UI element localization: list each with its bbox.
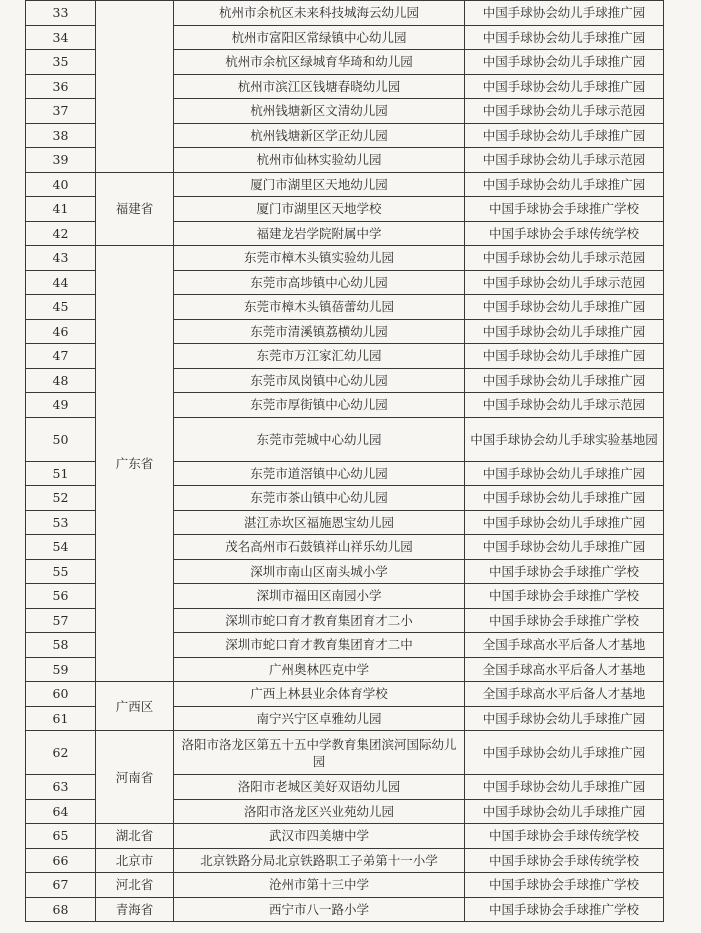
school-name: 东莞市万江家汇幼儿园 xyxy=(174,344,465,369)
school-name: 洛阳市洛龙区第五十五中学教育集团滨河国际幼儿园 xyxy=(174,731,465,775)
row-number: 53 xyxy=(26,510,96,535)
designation: 中国手球协会幼儿手球示范园 xyxy=(465,246,664,271)
row-number: 68 xyxy=(26,897,96,922)
school-name: 东莞市樟木头镇实验幼儿园 xyxy=(174,246,465,271)
school-list-table xyxy=(25,0,664,922)
designation: 中国手球协会幼儿手球推广园 xyxy=(465,461,664,486)
row-number: 61 xyxy=(26,706,96,731)
designation: 中国手球协会幼儿手球推广园 xyxy=(465,775,664,800)
designation: 中国手球协会幼儿手球示范园 xyxy=(465,148,664,173)
school-list-body xyxy=(26,1,664,922)
row-number: 43 xyxy=(26,246,96,271)
row-number: 34 xyxy=(26,25,96,50)
designation: 中国手球协会幼儿手球推广园 xyxy=(465,172,664,197)
designation: 中国手球协会幼儿手球示范园 xyxy=(465,99,664,124)
school-name: 广州奥林匹克中学 xyxy=(174,657,465,682)
school-name: 杭州市余杭区未来科技城海云幼儿园 xyxy=(174,1,465,26)
designation: 中国手球协会幼儿手球推广园 xyxy=(465,74,664,99)
school-name: 深圳市蛇口育才教育集团育才二小 xyxy=(174,608,465,633)
school-name: 杭州钱塘新区文清幼儿园 xyxy=(174,99,465,124)
school-name: 广西上林县业余体育学校 xyxy=(174,682,465,707)
school-name: 南宁兴宁区卓雅幼儿园 xyxy=(174,706,465,731)
row-number: 58 xyxy=(26,633,96,658)
school-name: 杭州市富阳区常绿镇中心幼儿园 xyxy=(174,25,465,50)
school-name: 厦门市湖里区天地学校 xyxy=(174,197,465,222)
row-number: 63 xyxy=(26,775,96,800)
table-row xyxy=(26,731,664,775)
designation: 中国手球协会手球推广学校 xyxy=(465,897,664,922)
row-number: 46 xyxy=(26,319,96,344)
designation: 中国手球协会手球推广学校 xyxy=(465,197,664,222)
school-name: 洛阳市老城区美好双语幼儿园 xyxy=(174,775,465,800)
designation: 中国手球协会手球推广学校 xyxy=(465,873,664,898)
row-number: 59 xyxy=(26,657,96,682)
school-name: 深圳市蛇口育才教育集团育才二中 xyxy=(174,633,465,658)
school-name: 沧州市第十三中学 xyxy=(174,873,465,898)
row-number: 52 xyxy=(26,486,96,511)
school-name: 杭州钱塘新区学正幼儿园 xyxy=(174,123,465,148)
designation: 中国手球协会幼儿手球推广园 xyxy=(465,510,664,535)
row-number: 65 xyxy=(26,824,96,849)
row-number: 40 xyxy=(26,172,96,197)
table-row xyxy=(26,172,664,197)
designation: 全国手球高水平后备人才基地 xyxy=(465,633,664,658)
row-number: 47 xyxy=(26,344,96,369)
row-number: 41 xyxy=(26,197,96,222)
row-number: 37 xyxy=(26,99,96,124)
province-cell: 福建省 xyxy=(96,172,174,246)
row-number: 49 xyxy=(26,393,96,418)
province-cell: 青海省 xyxy=(96,897,174,922)
province-cell xyxy=(96,1,174,173)
designation: 中国手球协会幼儿手球推广园 xyxy=(465,344,664,369)
row-number: 62 xyxy=(26,731,96,775)
designation: 中国手球协会幼儿手球推广园 xyxy=(465,1,664,26)
table-row xyxy=(26,897,664,922)
designation: 中国手球协会幼儿手球推广园 xyxy=(465,50,664,75)
designation: 中国手球协会手球传统学校 xyxy=(465,221,664,246)
row-number: 35 xyxy=(26,50,96,75)
designation: 中国手球协会手球推广学校 xyxy=(465,584,664,609)
row-number: 67 xyxy=(26,873,96,898)
row-number: 39 xyxy=(26,148,96,173)
designation: 中国手球协会幼儿手球示范园 xyxy=(465,270,664,295)
designation: 中国手球协会幼儿手球推广园 xyxy=(465,731,664,775)
row-number: 48 xyxy=(26,368,96,393)
province-cell: 广东省 xyxy=(96,246,174,682)
school-name: 洛阳市洛龙区兴业苑幼儿园 xyxy=(174,799,465,824)
row-number: 50 xyxy=(26,417,96,461)
school-name: 东莞市道滘镇中心幼儿园 xyxy=(174,461,465,486)
table-row xyxy=(26,873,664,898)
school-name: 杭州市余杭区绿城育华琦和幼儿园 xyxy=(174,50,465,75)
school-name: 北京铁路分局北京铁路职工子弟第十一小学 xyxy=(174,848,465,873)
table-row xyxy=(26,246,664,271)
school-name: 深圳市福田区南园小学 xyxy=(174,584,465,609)
designation: 中国手球协会手球推广学校 xyxy=(465,559,664,584)
school-name: 深圳市南山区南头城小学 xyxy=(174,559,465,584)
designation: 全国手球高水平后备人才基地 xyxy=(465,682,664,707)
designation: 中国手球协会幼儿手球实验基地园 xyxy=(465,417,664,461)
school-name: 杭州市滨江区钱塘春晓幼儿园 xyxy=(174,74,465,99)
school-name: 东莞市莞城中心幼儿园 xyxy=(174,417,465,461)
school-name: 东莞市高埗镇中心幼儿园 xyxy=(174,270,465,295)
row-number: 57 xyxy=(26,608,96,633)
province-cell: 河南省 xyxy=(96,731,174,824)
row-number: 54 xyxy=(26,535,96,560)
table-row xyxy=(26,848,664,873)
province-cell: 湖北省 xyxy=(96,824,174,849)
row-number: 56 xyxy=(26,584,96,609)
row-number: 60 xyxy=(26,682,96,707)
designation: 中国手球协会幼儿手球推广园 xyxy=(465,799,664,824)
designation: 中国手球协会幼儿手球推广园 xyxy=(465,123,664,148)
designation: 中国手球协会幼儿手球示范园 xyxy=(465,393,664,418)
designation: 中国手球协会手球推广学校 xyxy=(465,608,664,633)
designation: 中国手球协会幼儿手球推广园 xyxy=(465,319,664,344)
designation: 中国手球协会手球传统学校 xyxy=(465,848,664,873)
row-number: 33 xyxy=(26,1,96,26)
row-number: 45 xyxy=(26,295,96,320)
school-name: 东莞市凤岗镇中心幼儿园 xyxy=(174,368,465,393)
province-cell: 广西区 xyxy=(96,682,174,731)
row-number: 55 xyxy=(26,559,96,584)
school-name: 厦门市湖里区天地幼儿园 xyxy=(174,172,465,197)
school-name: 福建龙岩学院附属中学 xyxy=(174,221,465,246)
table-row xyxy=(26,824,664,849)
table-row xyxy=(26,1,664,26)
row-number: 44 xyxy=(26,270,96,295)
school-name: 东莞市厚街镇中心幼儿园 xyxy=(174,393,465,418)
designation: 中国手球协会幼儿手球推广园 xyxy=(465,486,664,511)
row-number: 64 xyxy=(26,799,96,824)
school-name: 东莞市樟木头镇蓓蕾幼儿园 xyxy=(174,295,465,320)
school-name: 湛江赤坎区福施恩宝幼儿园 xyxy=(174,510,465,535)
row-number: 66 xyxy=(26,848,96,873)
school-name: 东莞市清溪镇荔横幼儿园 xyxy=(174,319,465,344)
designation: 中国手球协会幼儿手球推广园 xyxy=(465,295,664,320)
school-name: 茂名高州市石鼓镇祥山祥乐幼儿园 xyxy=(174,535,465,560)
designation: 中国手球协会幼儿手球推广园 xyxy=(465,25,664,50)
table-row xyxy=(26,682,664,707)
designation: 中国手球协会幼儿手球推广园 xyxy=(465,368,664,393)
province-cell: 河北省 xyxy=(96,873,174,898)
row-number: 36 xyxy=(26,74,96,99)
school-name: 西宁市八一路小学 xyxy=(174,897,465,922)
row-number: 51 xyxy=(26,461,96,486)
designation: 中国手球协会幼儿手球推广园 xyxy=(465,535,664,560)
row-number: 42 xyxy=(26,221,96,246)
designation: 全国手球高水平后备人才基地 xyxy=(465,657,664,682)
school-name: 东莞市茶山镇中心幼儿园 xyxy=(174,486,465,511)
designation: 中国手球协会幼儿手球推广园 xyxy=(465,706,664,731)
school-name: 武汉市四美塘中学 xyxy=(174,824,465,849)
province-cell: 北京市 xyxy=(96,848,174,873)
designation: 中国手球协会手球传统学校 xyxy=(465,824,664,849)
row-number: 38 xyxy=(26,123,96,148)
school-name: 杭州市仙林实验幼儿园 xyxy=(174,148,465,173)
